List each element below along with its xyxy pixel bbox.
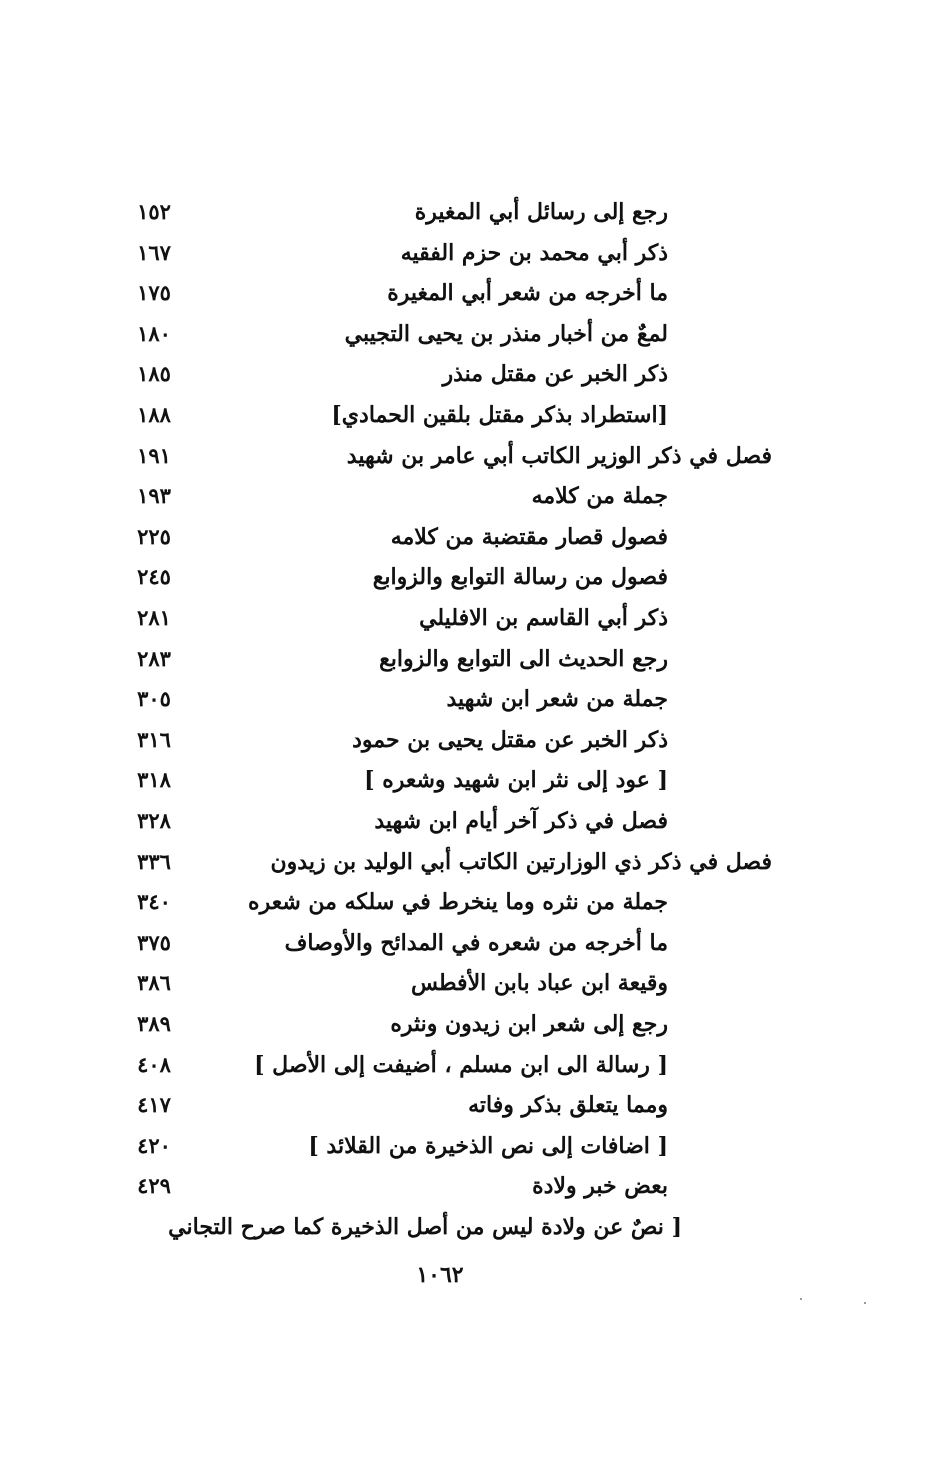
toc-entry-page: ١٨٠ [137,320,171,346]
toc-entry [0,436,944,476]
toc-entry [0,1085,944,1125]
toc-entry-page: ٤٢٩ [137,1173,171,1199]
toc-entry-title: رجع إلى رسائل أبي المغيرة [414,199,668,225]
toc-entry [0,882,944,922]
toc-entry-title: [استطراد بذكر مقتل بلقين الحمادي] [331,402,668,428]
toc-entry-page: ٢٨٣ [137,645,171,671]
toc-entry [0,354,944,394]
toc-entry-page: ٢٨١ [137,605,171,630]
toc-entry-title: ما أخرجه من شعر أبي المغيرة [387,280,668,307]
toc-entry [0,1166,944,1206]
toc-entry-title: فصول من رسالة التوابع والزوابع [372,564,668,591]
toc-entry-page: ٤٢٠ [137,1132,171,1158]
toc-entry-title: ذكر الخبر عن مقتل منذر [442,361,668,388]
toc-entry [0,639,944,679]
toc-entry-page: ٣٠٥ [137,686,171,712]
toc-entry-page: ٣٣٦ [137,848,171,874]
toc-entry [0,476,944,516]
toc-entry-title: بعض خبر ولادة [532,1173,668,1200]
toc-entry [0,679,944,719]
toc-entry-title: جملة من نثره وما ينخرط في سلكه من شعره [248,889,668,916]
toc-entry-title: رجع إلى شعر ابن زيدون ونثره [390,1011,668,1037]
toc-entry [0,233,944,273]
toc-entry [0,192,944,232]
toc-entry-title: وقيعة ابن عباد بابن الأفطس [410,970,668,997]
toc-entry [0,395,944,435]
toc-entry [0,314,944,354]
toc-entry [0,517,944,557]
toc-entry [0,1004,944,1044]
toc-entry-page: ١٥٢ [137,199,171,224]
toc-entry-page: ١٨٥ [137,361,171,387]
toc-entry [0,1126,944,1166]
toc-entry-title: ما أخرجه من شعره في المدائح والأوصاف [284,929,668,956]
toc-entry [0,1045,944,1085]
toc-entry-page: ١٦٧ [137,239,171,265]
toc-entry-title: ذكر أبي القاسم بن الافليلي [419,605,668,631]
scan-speck [800,1298,802,1300]
toc-entry-title: [ نصٌ عن ولادة ليس من أصل الذخيرة كما صرح التجاني [168,1214,682,1240]
toc-entry-page: ٣٧٥ [137,929,171,955]
toc-entry-title: فصل في ذكر آخر أيام ابن شهيد [374,808,668,834]
toc-entry-page: ٢٢٥ [137,523,171,549]
toc-entry-page [112,1207,196,1247]
toc-entry [0,1207,944,1247]
toc-entry [0,842,944,882]
toc-entry [0,720,944,760]
toc-entry-title: ذكر الخبر عن مقتل يحيى بن حمود [352,726,668,753]
toc-entry [0,273,944,313]
scan-speck [864,1302,866,1304]
toc-entry-page: ٤٠٨ [137,1051,171,1077]
toc-entry-page: ١٩١ [137,442,171,468]
toc-entry-page: ٤١٧ [137,1092,171,1118]
toc-entry [0,760,944,800]
toc-entry-title: جملة من كلامه [531,483,668,510]
toc-entry-page: ٢٤٥ [137,564,171,590]
toc-entry-page: ٣٨٩ [137,1011,171,1036]
toc-entry-title: [ رسالة الى ابن مسلم ، أضيفت إلى الأصل ] [254,1051,668,1078]
toc-entry-title: فصول قصار مقتضبة من كلامه [390,523,668,550]
toc-entry-page: ٣١٨ [137,767,171,793]
toc-entry-title: ذكر أبي محمد بن حزم الفقيه [400,239,668,266]
toc-entry-page: ٣٢٨ [137,808,171,833]
toc-entry-title: جملة من شعر ابن شهيد [446,686,668,713]
toc-entry-title: ومما يتعلق بذكر وفاته [468,1092,668,1119]
toc-entry-title: [ عود إلى نثر ابن شهيد وشعره ] [364,767,668,794]
toc-entry-page: ١٨٨ [137,402,171,427]
toc-entry-title: فصل في ذكر الوزير الكاتب أبي عامر بن شهيد [346,442,772,469]
toc-entry [0,801,944,841]
toc-entry-title: [ اضافات إلى نص الذخيرة من القلائد ] [308,1132,668,1159]
toc-entry-title: فصل في ذكر ذي الوزارتين الكاتب أبي الوليد بن زيدون [270,848,772,875]
toc-entry-page: ٣٤٠ [137,889,171,915]
toc-entry-title: رجع الحديث الى التوابع والزوابع [379,645,668,672]
toc-entry-page: ١٩٣ [137,483,171,509]
toc-entry [0,963,944,1003]
toc-entry-page: ٣٨٦ [137,970,171,996]
toc-entry [0,923,944,963]
toc-entry-page: ٣١٦ [137,726,171,752]
toc-entry [0,557,944,597]
toc-entry-title: لمعٌ من أخبار منذر بن يحيى التجيبي [344,320,668,347]
page-number: ١٠٦٢ [416,1262,464,1288]
toc-entry-page: ١٧٥ [137,280,171,306]
toc-entry [0,598,944,638]
